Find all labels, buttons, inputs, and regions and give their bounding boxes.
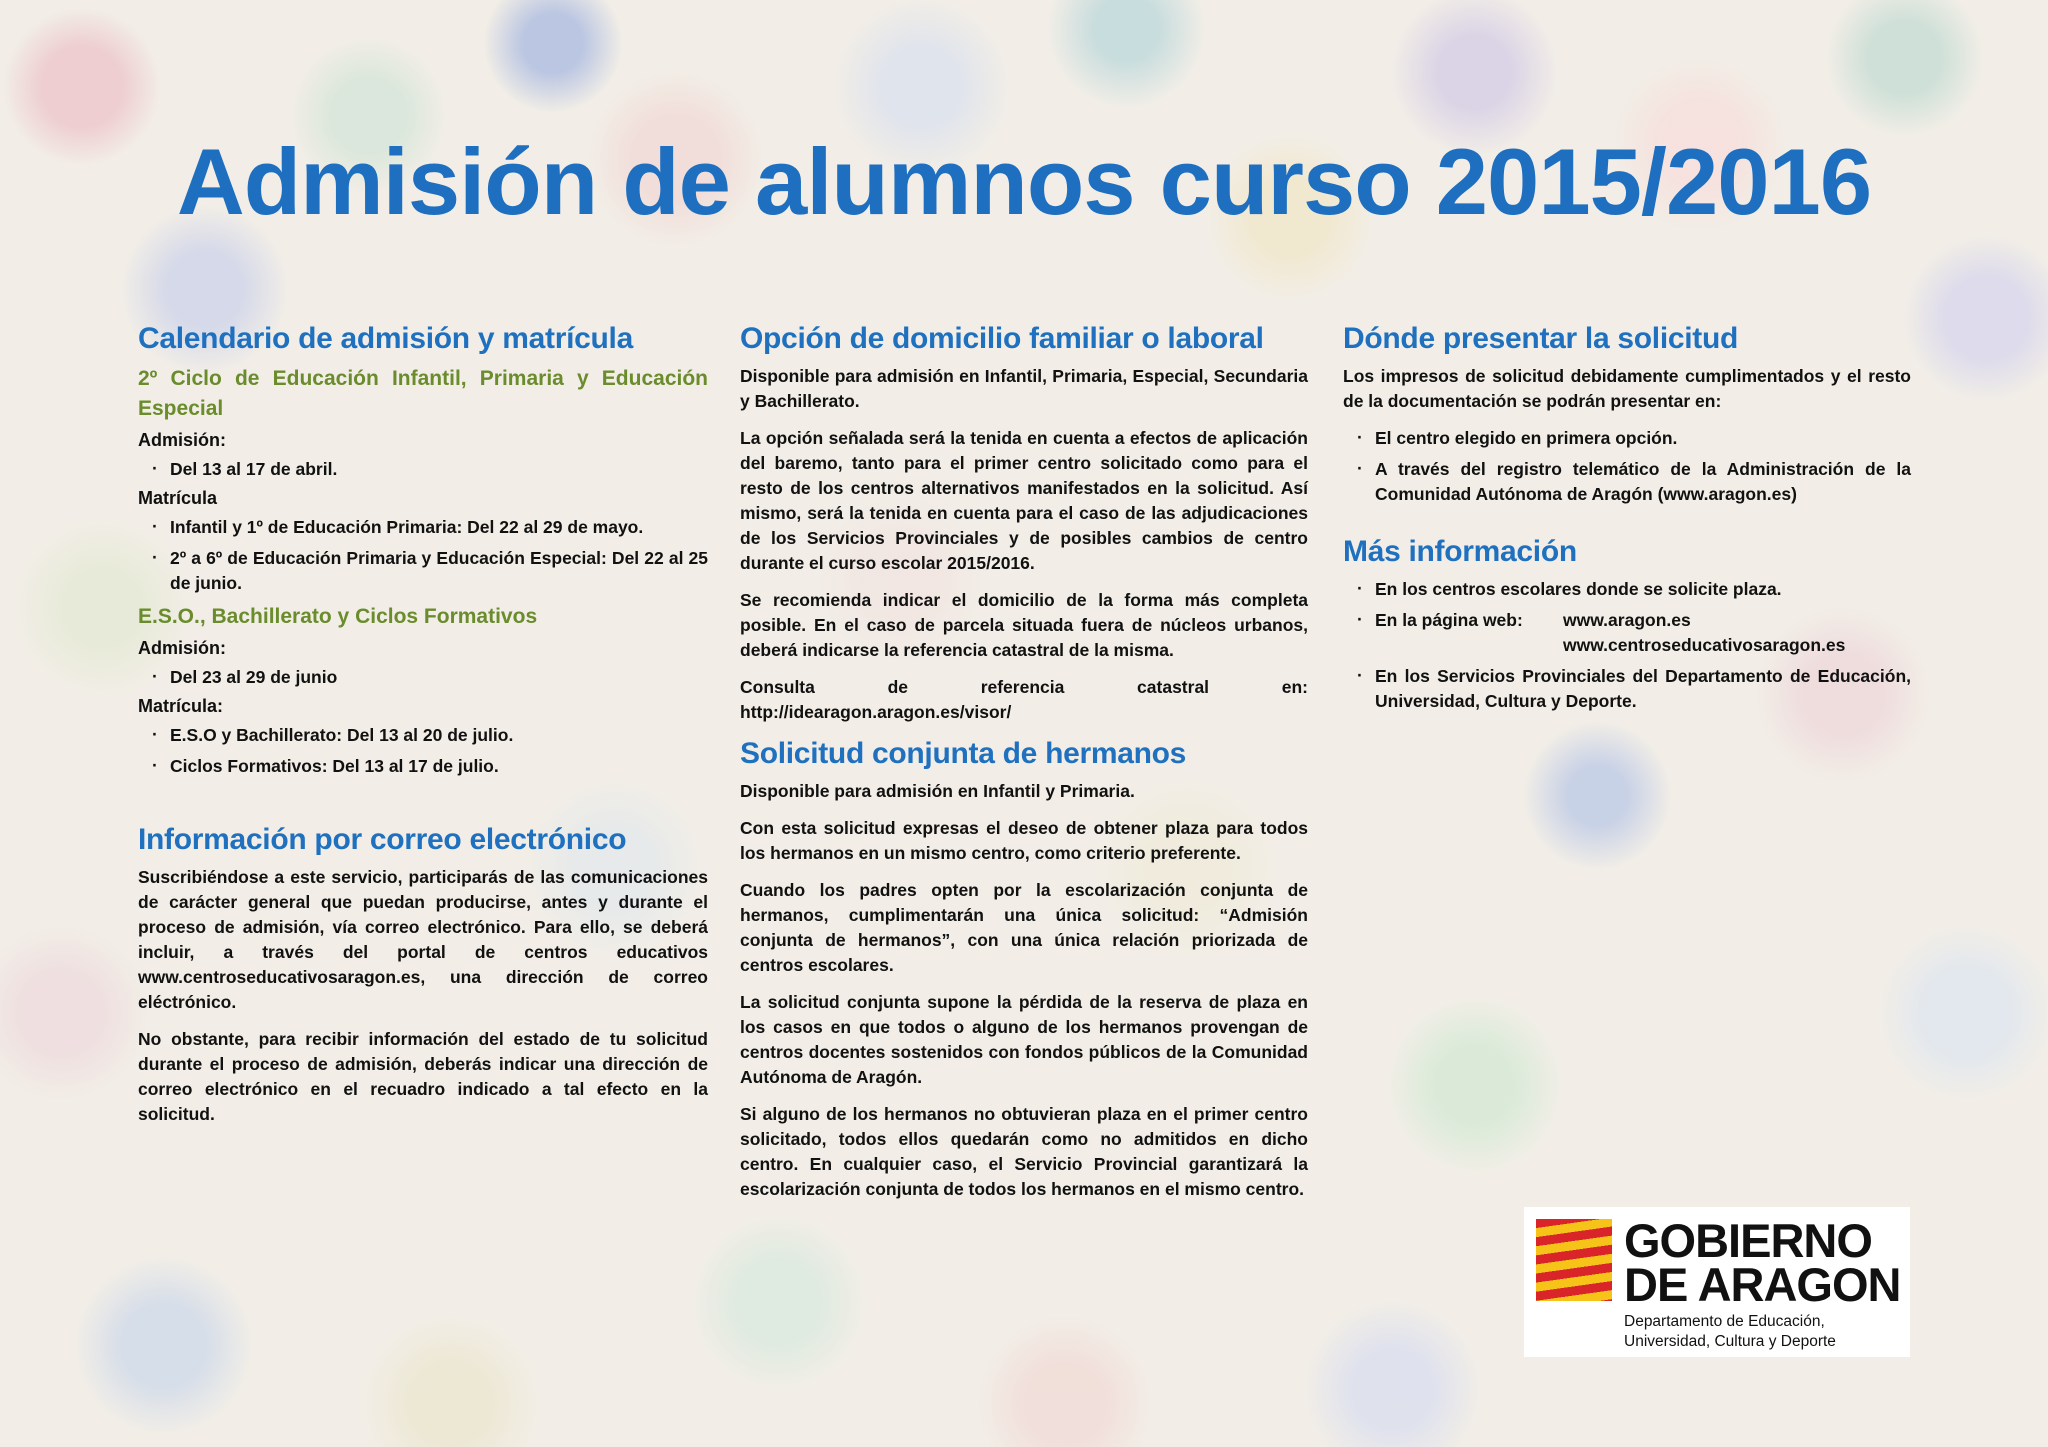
logo-department-line1: Departamento de Educación, xyxy=(1624,1313,1825,1330)
web-label: · En la página web: xyxy=(1375,610,1523,630)
paragraph: Los impresos de solicitud debidamente cumplimentados y el resto de la documentación se podrán presentar en: xyxy=(1343,366,1911,411)
list-matricula xyxy=(138,515,708,596)
paragraph: Se recomienda indicar el domicilio de la forma más completa posible. En el caso de parcela situada fuera de núcleos urbanos, deberá indicarse la referencia catastral de la misma. xyxy=(740,590,1308,660)
logo-text-line2: DE ARAGON xyxy=(1624,1258,1901,1311)
label-admision: Admisión: xyxy=(138,430,226,450)
column-right xyxy=(1343,322,1911,720)
paragraph: Suscribiéndose a este servicio, participarás de las comunicaciones de carácter general que puedan producirse, antes y durante el proceso de admisión, vía correo electrónico. Para ello, se deberá incluir, a través del portal de centros educativos www.centroseducativosaragon.es, una dirección de correo eléctrónico. xyxy=(138,867,708,1012)
list-donde xyxy=(1343,426,1911,507)
paragraph: Disponible para admisión en Infantil y Primaria. xyxy=(740,781,1135,801)
paragraph: Si alguno de los hermanos no obtuvieran plaza en el primer centro solicitado, todos ellos quedarán como no admitidos en dicho centro. En cualquier caso, el Servicio Provincial garantizará la escolarización conjunta de todos los hermanos en el mismo centro. xyxy=(740,1104,1308,1199)
column-middle xyxy=(740,322,1308,1214)
section-heading-mas-informacion: Más información xyxy=(1343,535,1577,568)
list-item: · E.S.O y Bachillerato: Del 13 al 20 de julio. xyxy=(152,723,708,748)
list-item: · 2º a 6º de Educación Primaria y Educación Especial: Del 22 al 25 de junio. xyxy=(152,546,708,596)
logo-text-line1: GOBIERNO xyxy=(1624,1214,1872,1267)
section-heading-donde: Dónde presentar la solicitud xyxy=(1343,322,1739,355)
list-admision-2 xyxy=(138,665,708,690)
subheading-eso-bachillerato: E.S.O., Bachillerato y Ciclos Formativos xyxy=(138,605,538,628)
aragon-flag-icon xyxy=(1536,1219,1612,1301)
list-mas-informacion xyxy=(1343,577,1911,714)
section-heading-domicilio: Opción de domicilio familiar o laboral xyxy=(740,322,1264,355)
label-matricula: Matrícula xyxy=(138,488,218,508)
link-aragon[interactable]: www.aragon.es xyxy=(1563,610,1691,630)
list-item: · A través del registro telemático de la Administración de la Comunidad Autónoma de Aragón (www.aragon.es) xyxy=(1357,457,1911,507)
paragraph: Cuando los padres opten por la escolarización conjunta de hermanos, cumplimentarán una única solicitud: “Admisión conjunta de hermanos”, con una única relación priorizada de centros escolares. xyxy=(740,880,1308,975)
subheading-infantil-primaria: 2º Ciclo de Educación Infantil, Primaria y Educación Especial xyxy=(138,367,708,420)
paragraph-catastral-link: Consulta de referencia catastral en: http://idearagon.aragon.es/visor/ xyxy=(740,677,1308,722)
link-centroseducativosaragon[interactable]: www.centroseducativosaragon.es xyxy=(1563,635,1846,655)
logo-department-line2: Universidad, Cultura y Deporte xyxy=(1624,1333,1836,1350)
label-matricula-2: Matrícula: xyxy=(138,696,224,716)
paragraph: Con esta solicitud expresas el deseo de obtener plaza para todos los hermanos en un mismo centro, como criterio preferente. xyxy=(740,818,1308,863)
paragraph: No obstante, para recibir información del estado de tu solicitud durante el proceso de admisión, deberás indicar una dirección de correo electrónico en el recuadro indicado a tal efecto en la solicitud. xyxy=(138,1029,708,1124)
section-heading-correo: Información por correo electrónico xyxy=(138,823,627,856)
list-item: · El centro elegido en primera opción. xyxy=(1357,426,1911,451)
paragraph: Disponible para admisión en Infantil, Primaria, Especial, Secundaria y Bachillerato. xyxy=(740,366,1308,411)
label-admision-2: Admisión: xyxy=(138,638,226,658)
page-title: Admisión de alumnos curso 2015/2016 xyxy=(176,129,1872,234)
list-item: · Del 13 al 17 de abril. xyxy=(152,457,708,482)
section-heading-hermanos: Solicitud conjunta de hermanos xyxy=(740,737,1187,770)
list-item: · En los Servicios Provinciales del Departamento de Educación, Universidad, Cultura y Deporte. xyxy=(1357,664,1911,714)
list-matricula-2 xyxy=(138,723,708,779)
list-item: · Del 23 al 29 de junio xyxy=(152,665,708,690)
gobierno-aragon-logo xyxy=(1524,1207,1910,1357)
list-item: · Infantil y 1º de Educación Primaria: Del 22 al 29 de mayo. xyxy=(152,515,708,540)
paragraph: La opción señalada será la tenida en cuenta a efectos de aplicación del baremo, tanto para el primer centro solicitado como para el resto de los centros alternativos manifestados en la solicitud. Así mismo, será la tenida en cuenta para el caso de las adjudicaciones de los Servicios Provinciales y de posibles cambios de centro durante el curso escolar 2015/2016. xyxy=(740,428,1308,573)
list-admision xyxy=(138,457,708,482)
section-heading-calendario: Calendario de admisión y matrícula xyxy=(138,322,633,355)
column-left xyxy=(138,322,708,1139)
list-item-web xyxy=(1357,608,1911,658)
list-item: · En los centros escolares donde se solicite plaza. xyxy=(1357,577,1911,602)
list-item: · Ciclos Formativos: Del 13 al 17 de julio. xyxy=(152,754,708,779)
paragraph: La solicitud conjunta supone la pérdida de la reserva de plaza en los casos en que todos o alguno de los hermanos provengan de centros docentes sostenidos con fondos públicos de la Comunidad Autónoma de Aragón. xyxy=(740,992,1308,1087)
